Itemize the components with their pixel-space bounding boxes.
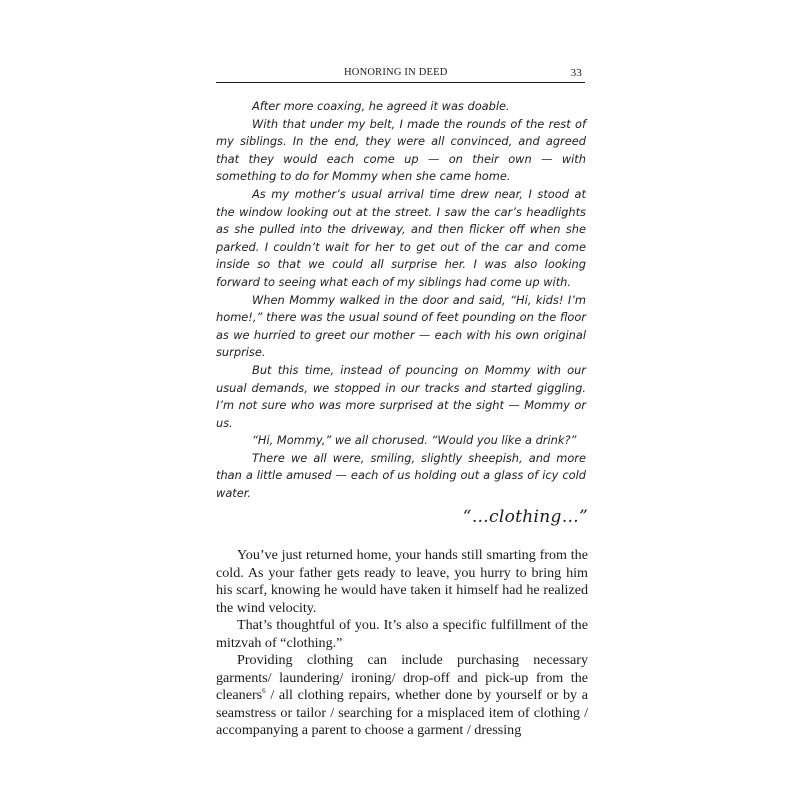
section-heading: “…clothing…” — [462, 507, 588, 527]
body-paragraph: That’s thoughtful of you. It’s also a specific fulfillment of the mitzvah of “clothing.” — [216, 617, 588, 651]
body-text — [216, 547, 588, 740]
story-paragraph: But this time, instead of pouncing on Mommy with our usual demands, we stopped in our tracks and started giggling. I’m not sure who was more surprised at the sight — Mommy or us. — [216, 362, 586, 430]
story-paragraph: As my mother’s usual arrival time drew near, I stood at the window looking out at the street. I saw the car’s headlights as she pulled into the driveway, and then flicker off when she parked. I couldn’t wait for her to get out of the car and come inside so that we could all surprise her. I was also looking forward to seeing what each of my siblings had come up with. — [216, 186, 586, 289]
story-excerpt — [216, 98, 586, 503]
body-text-span: / all clothing repairs, whether done by yourself or by a seamstress or tailor / searching for a misplaced item of clothing / accompanying a parent to choose a garment / dressing — [216, 687, 588, 738]
body-paragraph — [216, 652, 588, 740]
page-number: 33 — [570, 67, 582, 79]
running-title: HONORING IN DEED — [344, 67, 448, 78]
footnote-marker: 6 — [262, 687, 266, 695]
story-paragraph: There we all were, smiling, slightly sheepish, and more than a little amused — each of us holding out a glass of icy cold water. — [216, 450, 586, 501]
story-paragraph: “Hi, Mommy,” we all chorused. “Would you like a drink?” — [252, 433, 577, 448]
running-head — [216, 66, 585, 83]
story-paragraph: When Mommy walked in the door and said, “Hi, kids! I’m home!,” there was the usual sound of feet pounding on the floor as we hurried to greet our mother — each with his own original surprise. — [216, 292, 586, 360]
story-paragraph: After more coaxing, he agreed it was doable. — [252, 99, 510, 113]
body-paragraph: You’ve just returned home, your hands still smarting from the cold. As your father gets ready to leave, you hurry to bring him his scarf, knowing he would have taken it himself had he realized the wind velocity. — [216, 547, 588, 616]
body-text-span: Providing clothing can include purchasing necessary garments/ laundering/ ironing/ drop-off and pick-up from the cleaners — [216, 652, 588, 703]
story-paragraph: With that under my belt, I made the rounds of the rest of my siblings. In the end, they were all convinced, and agreed that they would each come up — on their own — with something to do for Mommy when she came home. — [216, 116, 586, 184]
